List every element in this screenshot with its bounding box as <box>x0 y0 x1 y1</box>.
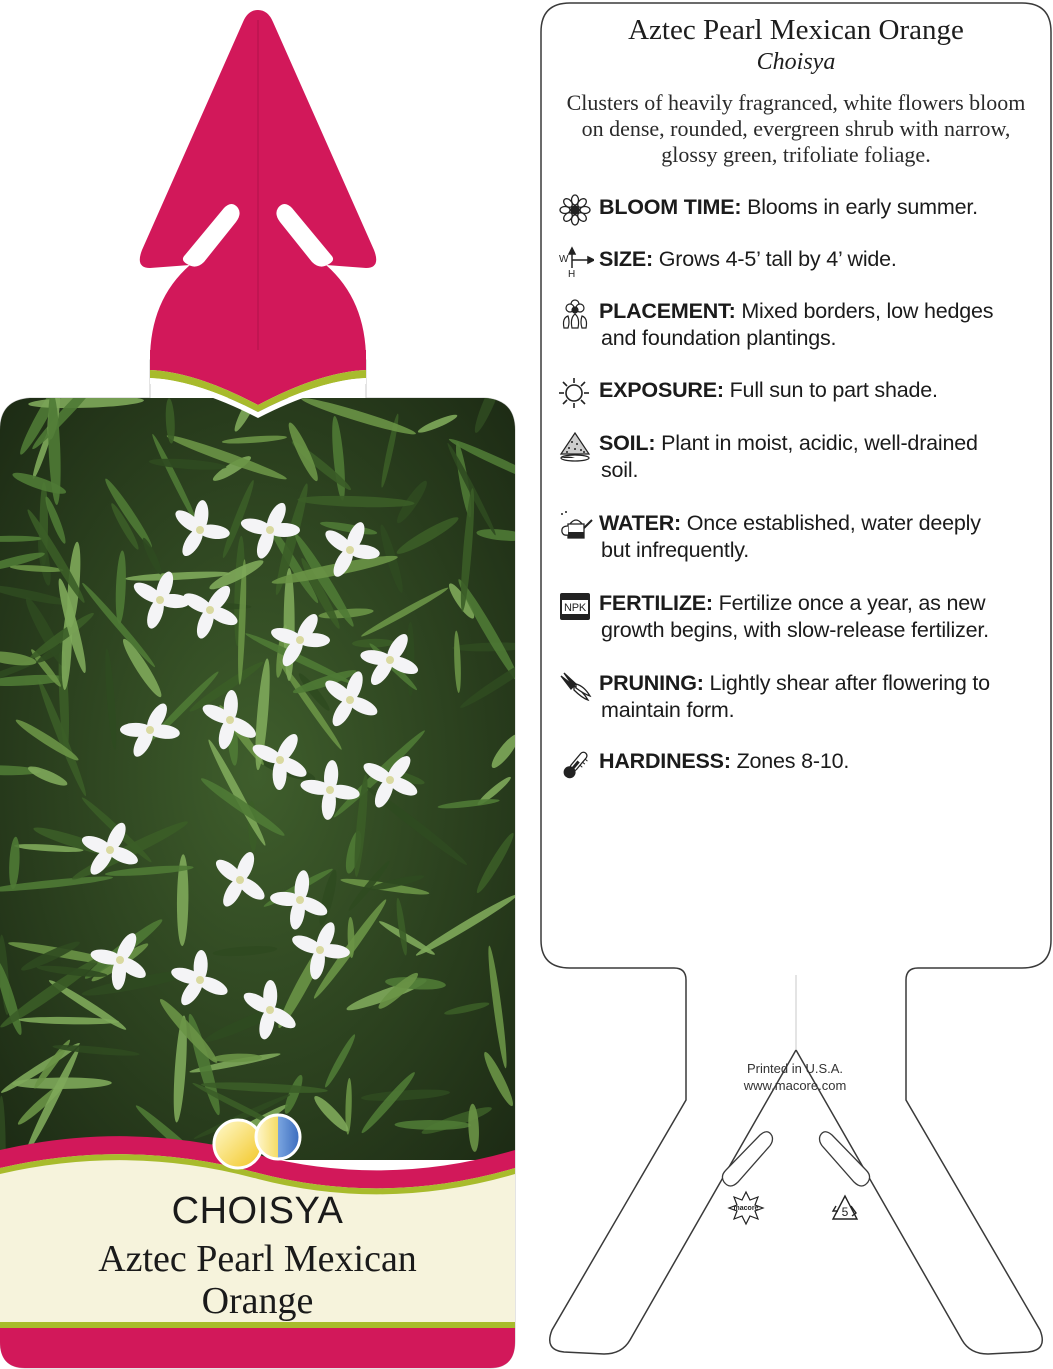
care-row-label: PLACEMENT: <box>599 299 736 323</box>
plant-title: Aztec Pearl Mexican Orange <box>628 14 964 46</box>
care-row-label: WATER: <box>599 511 681 535</box>
care-row-label: SIZE: <box>599 247 653 271</box>
full-sun-icon <box>214 1120 262 1168</box>
sun-icon <box>558 377 594 409</box>
pruners-icon <box>558 670 594 702</box>
common-name-line2: Orange <box>201 1280 314 1322</box>
care-row-text <box>599 670 1039 724</box>
care-row-value: Blooms in early summer. <box>747 195 978 219</box>
care-row-value: Once established, water deeply <box>686 511 981 535</box>
svg-text:H: H <box>568 269 576 278</box>
care-row-value-continued: soil. <box>601 458 639 482</box>
care-row-label: PRUNING: <box>599 671 704 695</box>
soil-icon <box>558 430 594 462</box>
svg-text:NPK: NPK <box>563 602 587 614</box>
recycle-number: 5 <box>841 1205 849 1219</box>
size-arrows-icon <box>558 246 594 278</box>
care-row-text <box>599 298 1039 352</box>
macore-logo-text: macore <box>733 1205 759 1212</box>
thermometer-icon <box>558 748 594 780</box>
printed-info <box>700 1060 890 1094</box>
svg-text:W: W <box>559 254 569 265</box>
printed-country: Printed in U.S.A. <box>746 1061 844 1076</box>
care-row-label: EXPOSURE: <box>599 378 724 402</box>
front-tag <box>0 10 555 1368</box>
care-row-value-continued: maintain form. <box>601 698 735 722</box>
care-row-label: HARDINESS: <box>599 749 731 773</box>
care-row-text <box>599 194 1039 221</box>
printed-url: www.macore.com <box>743 1078 847 1093</box>
plant-description: Clusters of heavily fragranced, white flowers bloom on dense, rounded, evergreen shrub with narrow, glossy green, trifoliate foliage. <box>566 90 1026 167</box>
flower-icon <box>558 194 594 226</box>
care-row-text <box>599 430 1039 484</box>
fertilizer-bag-icon <box>558 590 594 622</box>
care-row-value-continued: growth begins, with slow-release fertilizer. <box>601 618 989 642</box>
genus-name: CHOISYA <box>171 1190 344 1232</box>
care-row-label: SOIL: <box>599 431 656 455</box>
care-row-value: Zones 8-10. <box>736 749 850 773</box>
care-row-value-continued: and foundation plantings. <box>601 326 837 350</box>
part-shade-icon <box>256 1115 300 1159</box>
common-name <box>0 1238 515 1322</box>
care-row-value: Grows 4-5’ tall by 4’ wide. <box>658 247 897 271</box>
care-row-value: Fertilize once a year, as new <box>718 591 986 615</box>
care-row-label: FERTILIZE: <box>599 591 713 615</box>
latin-name: Choisya <box>756 49 836 75</box>
care-row-value: Mixed borders, low hedges <box>741 299 994 323</box>
watering-can-icon <box>558 510 594 542</box>
care-row-text <box>599 748 1039 775</box>
care-row-value-continued: but infrequently. <box>601 538 749 562</box>
common-name-line1: Aztec Pearl Mexican <box>98 1238 417 1280</box>
care-row-text <box>599 377 1039 404</box>
care-row-text <box>599 246 1039 273</box>
care-row-value: Lightly shear after flowering to <box>709 671 990 695</box>
care-row-text <box>599 510 1039 564</box>
care-row-label: BLOOM TIME: <box>599 195 742 219</box>
care-row-value: Plant in moist, acidic, well-drained <box>661 431 978 455</box>
care-row-text <box>599 590 1039 644</box>
plants-icon <box>558 298 594 330</box>
care-row-value: Full sun to part shade. <box>729 378 938 402</box>
